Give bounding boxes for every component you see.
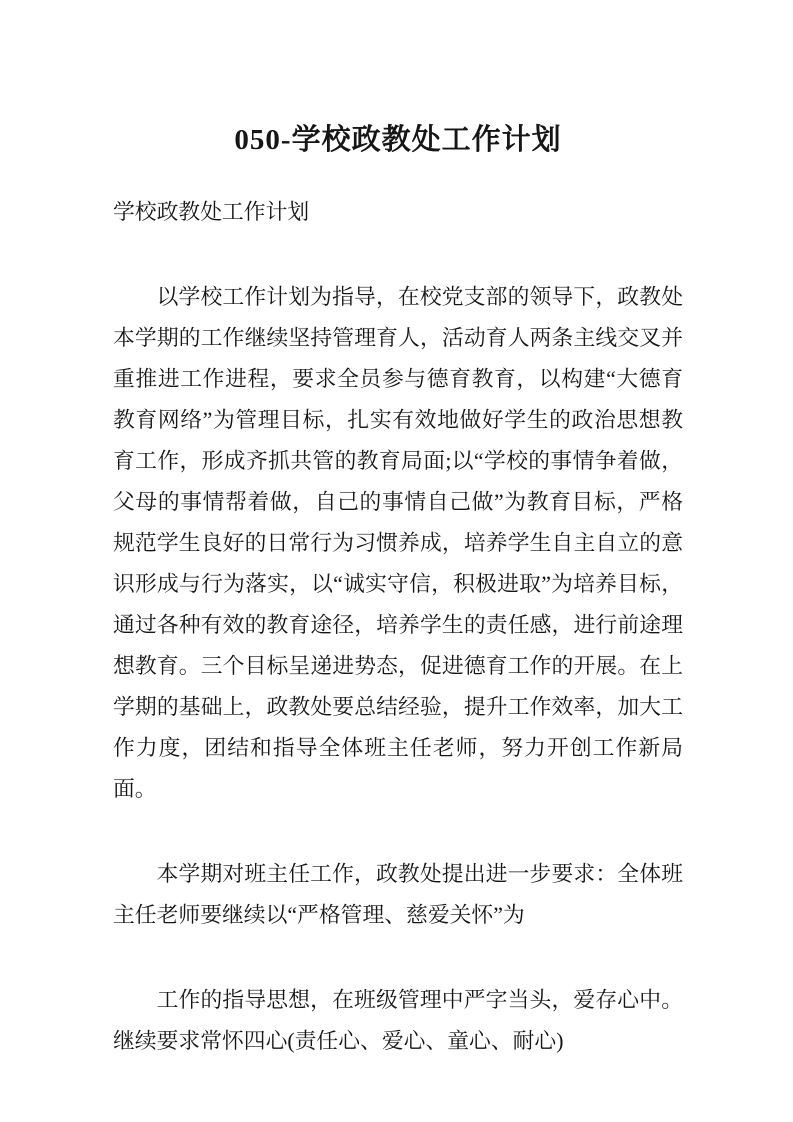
paragraph-3: 工作的指导思想，在班级管理中严字当头，爱存心中。继续要求常怀四心(责任心、爱心、童心、耐心) (113, 988, 683, 1053)
document-subtitle: 学校政教处工作计划 (113, 200, 310, 224)
page-title: 050-学校政教处工作计划 (234, 124, 562, 156)
paragraph-1: 以学校工作计划为指导，在校党支部的领导下，政教处本学期的工作继续坚持管理育人，活动育人两条主线交叉并重推进工作进程，要求全员参与德育教育，以构建“大德育教育网络”为管理目标，扎实有效地做好学生的政治思想教育工作，形成齐抓共管的教育局面;以“学校的事情争着做，父母的事情帮着做，自己的事情自己做”为教育目标，严格规范学生良好的日常行为习惯养成，培养学生自主自立的意识形成与行为落实，以“诚实守信，积极进取”为培养目标，通过各种有效的教育途径，培养学生的责任感，进行前途理想教育。三个目标呈递进势态，促进德育工作的开展。在上学期的基础上，政教处要总结经验，提升工作效率，加大工作力度，团结和指导全体班主任老师，努力开创工作新局面。 (113, 285, 683, 801)
paragraph-2: 本学期对班主任工作，政教处提出进一步要求：全体班主任老师要继续以“严格管理、慈爱关怀”为 (113, 862, 683, 927)
